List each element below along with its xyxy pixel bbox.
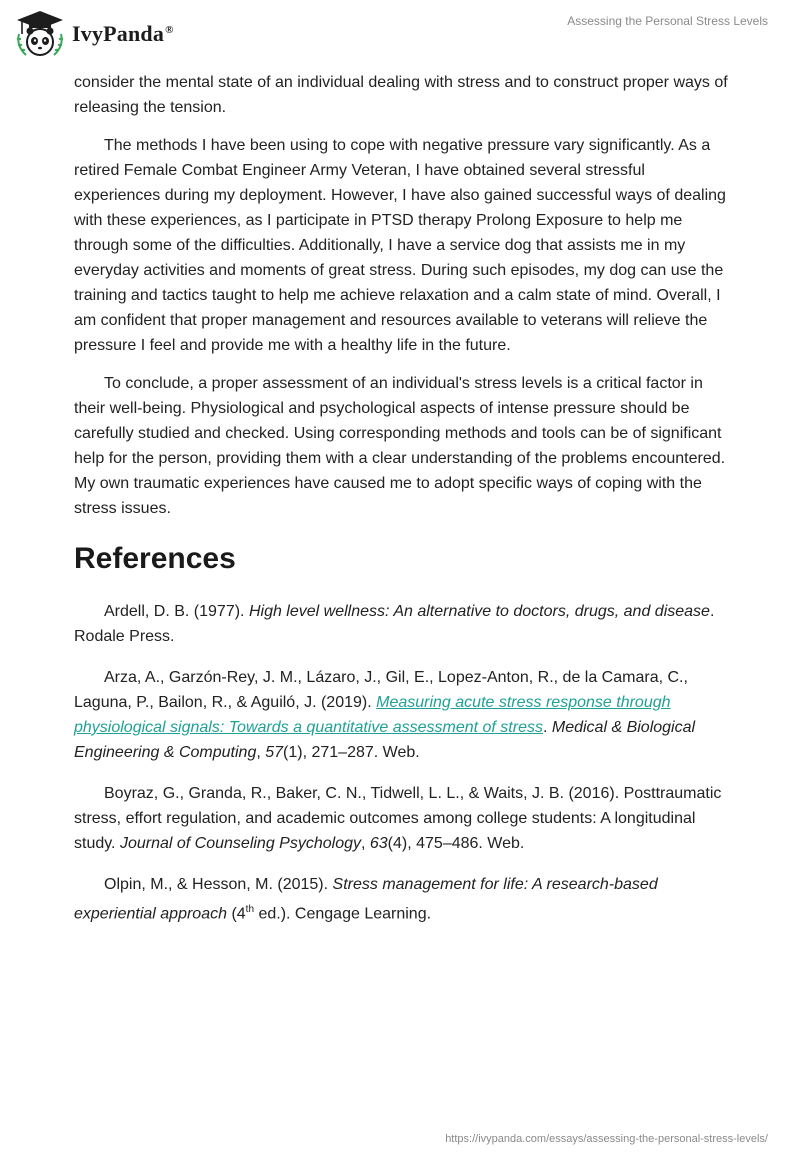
document-title: Assessing the Personal Stress Levels (567, 14, 768, 28)
brand-name: IvyPanda® (72, 21, 174, 46)
page-header (0, 0, 800, 70)
reference-ardell: Ardell, D. B. (1977). High level wellness: An alternative to doctors, drugs, and disease. Rodale Press. (74, 603, 715, 645)
essay-content (74, 70, 734, 942)
reference-arza: Arza, A., Garzón-Rey, J. M., Lázaro, J., Gil, E., Lopez-Anton, R., de la Camara, C., Laguna, P., Bailon, R., & Aguiló, J. (2019). Measuring acute stress response through physiological signals: Towards a quantitative assessment of stress. Medical & Biological Engineering & Computing, 57(1), 271–287. Web. (74, 669, 696, 761)
paragraph-continued: consider the mental state of an individual dealing with stress and to construct proper ways of releasing the tension. (74, 74, 728, 116)
panda-graduate-icon (14, 8, 66, 60)
paragraph-conclusion: To conclude, a proper assessment of an individual's stress levels is a critical factor in their well-being. Physiological and psychological aspects of intense pressure should be carefully studied and checked. Using corresponding methods and tools can be of significant help for the person, providing them with a clear understanding of the problems encountered. My own traumatic experiences have caused me to adopt specific ways of coping with the stress issues. (74, 375, 726, 517)
footer-url[interactable]: https://ivypanda.com/essays/assessing-the-personal-stress-levels/ (445, 1133, 768, 1145)
reference-link-arza[interactable]: Measuring acute stress response through physiological signals: Towards a quantitative assessment of stress (74, 694, 671, 736)
brand-logo[interactable] (14, 8, 174, 60)
references-heading: References (74, 542, 236, 575)
paragraph-coping-methods: The methods I have been using to cope with negative pressure vary significantly. As a retired Female Combat Engineer Army Veteran, I have obtained several stressful experiences during my deployment. However, I have also gained successful ways of dealing with these experiences, as I participate in PTSD therapy Prolong Exposure to help me through some of the difficulties. Additionally, I have a service dog that assists me in my everyday activities and moments of great stress. During such episodes, my dog can use the training and tactics taught to help me achieve relaxation and a calm state of mind. Overall, I am confident that proper management and resources available to veterans will relieve the pressure I feel and provide me with a healthy life in the future. (74, 137, 726, 354)
reference-boyraz: Boyraz, G., Granda, R., Baker, C. N., Tidwell, L. L., & Waits, J. B. (2016). Posttraumatic stress, effort regulation, and academic outcomes among college students: A longitudinal study. Journal of Counseling Psychology, 63(4), 475–486. Web. (74, 785, 722, 852)
reference-olpin: Olpin, M., & Hesson, M. (2015). Stress management for life: A research-based experiential approach (4th ed.). Cengage Learning. (74, 876, 658, 923)
